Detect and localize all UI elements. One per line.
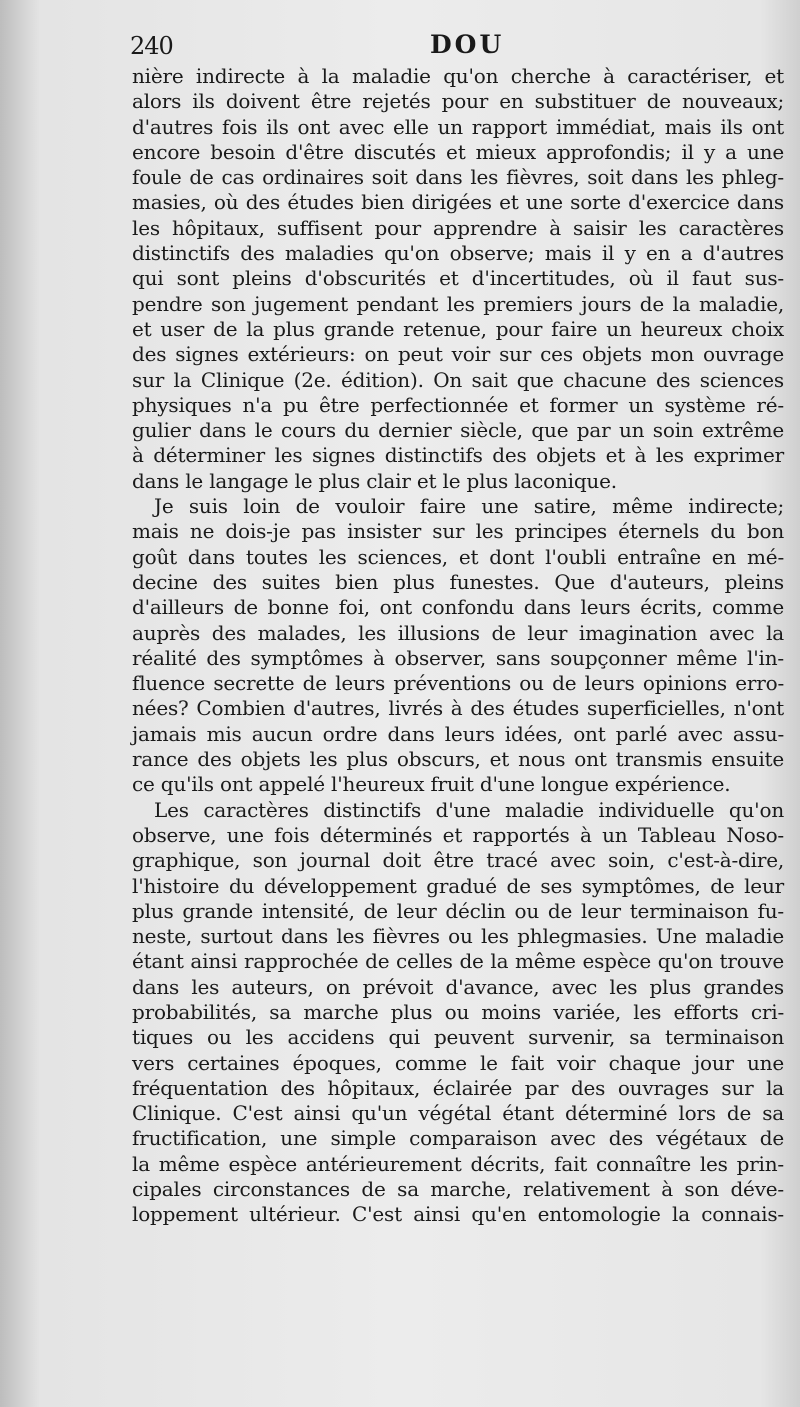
text-line: dans les auteurs, on prévoit d'avance, avec les plus grandes — [132, 974, 784, 999]
text-line: neste, surtout dans les fièvres ou les phlegmasies. Une maladie — [132, 924, 784, 949]
text-line: probabilités, sa marche plus ou moins variée, les efforts cri- — [132, 999, 784, 1024]
text-line: fluence secrette de leurs préventions ou de leurs opinions erro- — [132, 671, 784, 696]
text-line: gulier dans le cours du dernier siècle, que par un soin extrême — [132, 418, 784, 443]
text-line: vers certaines époques, comme le fait voir chaque jour une — [132, 1050, 784, 1075]
text-line: et user de la plus grande retenue, pour faire un heureux choix — [132, 316, 784, 341]
text-line: graphique, son journal doit être tracé avec soin, c'est-à-dire, — [132, 848, 784, 873]
text-line: encore besoin d'être discutés et mieux approfondis; il y a une — [132, 139, 784, 164]
text-line: jamais mis aucun ordre dans leurs idées, ont parlé avec assu- — [132, 721, 784, 746]
text-line: nière indirecte à la maladie qu'on cherche à caractériser, et — [132, 64, 784, 88]
text-line: qui sont pleins d'obscurités et d'incertitudes, où il faut sus- — [132, 266, 784, 291]
text-line: Clinique. C'est ainsi qu'un végétal étant déterminé lors de sa — [132, 1101, 784, 1126]
text-line: à déterminer les signes distinctifs des objets et à les exprimer — [132, 443, 784, 468]
text-line: goût dans toutes les sciences, et dont l'oubli entraîne en mé- — [132, 544, 784, 569]
text-line: les hôpitaux, suffisent pour apprendre à saisir les caractères — [132, 215, 784, 240]
text-line: masies, où des études bien dirigées et une sorte d'exercice dans — [132, 190, 784, 215]
text-line: plus grande intensité, de leur déclin ou de leur terminaison fu- — [132, 898, 784, 923]
text-line: foule de cas ordinaires soit dans les fièvres, soit dans les phleg- — [132, 165, 784, 190]
text-line: Je suis loin de vouloir faire une satire, même indirecte; — [154, 494, 784, 519]
text-line: rance des objets les plus obscurs, et nous ont transmis ensuite — [132, 747, 784, 772]
text-line: l'histoire du développement gradué de ses symptômes, de leur — [132, 873, 784, 898]
text-line: la même espèce antérieurement décrits, fait connaître les prin- — [132, 1151, 784, 1176]
text-line: d'ailleurs de bonne foi, ont confondu dans leurs écrits, comme — [132, 595, 784, 620]
page-header — [130, 30, 790, 66]
text-line: decine des suites bien plus funestes. Que d'auteurs, pleins — [132, 569, 784, 594]
text-line: fructification, une simple comparaison avec des végétaux de — [132, 1126, 784, 1151]
body-text — [132, 64, 784, 1228]
text-line: nées? Combien d'autres, livrés à des études superficielles, n'ont — [132, 696, 784, 721]
text-line: cipales circonstances de sa marche, relativement à son déve- — [132, 1177, 784, 1202]
text-line: pendre son jugement pendant les premiers jours de la maladie, — [132, 291, 784, 316]
text-line: d'autres fois ils ont avec elle un rapport immédiat, mais ils ont — [132, 114, 784, 139]
text-line: mais ne dois-je pas insister sur les principes éternels du bon — [132, 519, 784, 544]
text-line: Les caractères distinctifs d'une maladie individuelle qu'on — [154, 797, 784, 822]
text-line: tiques ou les accidens qui peuvent survenir, sa terminaison — [132, 1025, 784, 1050]
text-line: des signes extérieurs: on peut voir sur ces objets mon ouvrage — [132, 342, 784, 367]
text-line: réalité des symptômes à observer, sans soupçonner même l'in- — [132, 645, 784, 670]
text-line: distinctifs des maladies qu'on observe; mais il y en a d'autres — [132, 241, 784, 266]
text-line: observe, une fois déterminés et rapportés à un Tableau Noso- — [132, 822, 784, 847]
text-line: dans le langage le plus clair et le plus laconique. — [132, 468, 617, 493]
text-line: étant ainsi rapprochée de celles de la même espèce qu'on trouve — [132, 949, 784, 974]
text-line: loppement ultérieur. C'est ainsi qu'en entomologie la connais- — [132, 1202, 784, 1227]
text-line: physiques n'a pu être perfectionnée et former un système ré- — [132, 392, 784, 417]
text-line: ce qu'ils ont appelé l'heureux fruit d'une longue expérience. — [132, 772, 731, 797]
page-number: 240 — [130, 32, 173, 60]
text-line: fréquentation des hôpitaux, éclairée par des ouvrages sur la — [132, 1075, 784, 1100]
text-line: sur la Clinique (2e. édition). On sait que chacune des sciences — [132, 367, 784, 392]
text-line: auprès des malades, les illusions de leur imagination avec la — [132, 620, 784, 645]
text-line: alors ils doivent être rejetés pour en substituer de nouveaux; — [132, 89, 784, 114]
running-head: DOU — [430, 30, 505, 59]
